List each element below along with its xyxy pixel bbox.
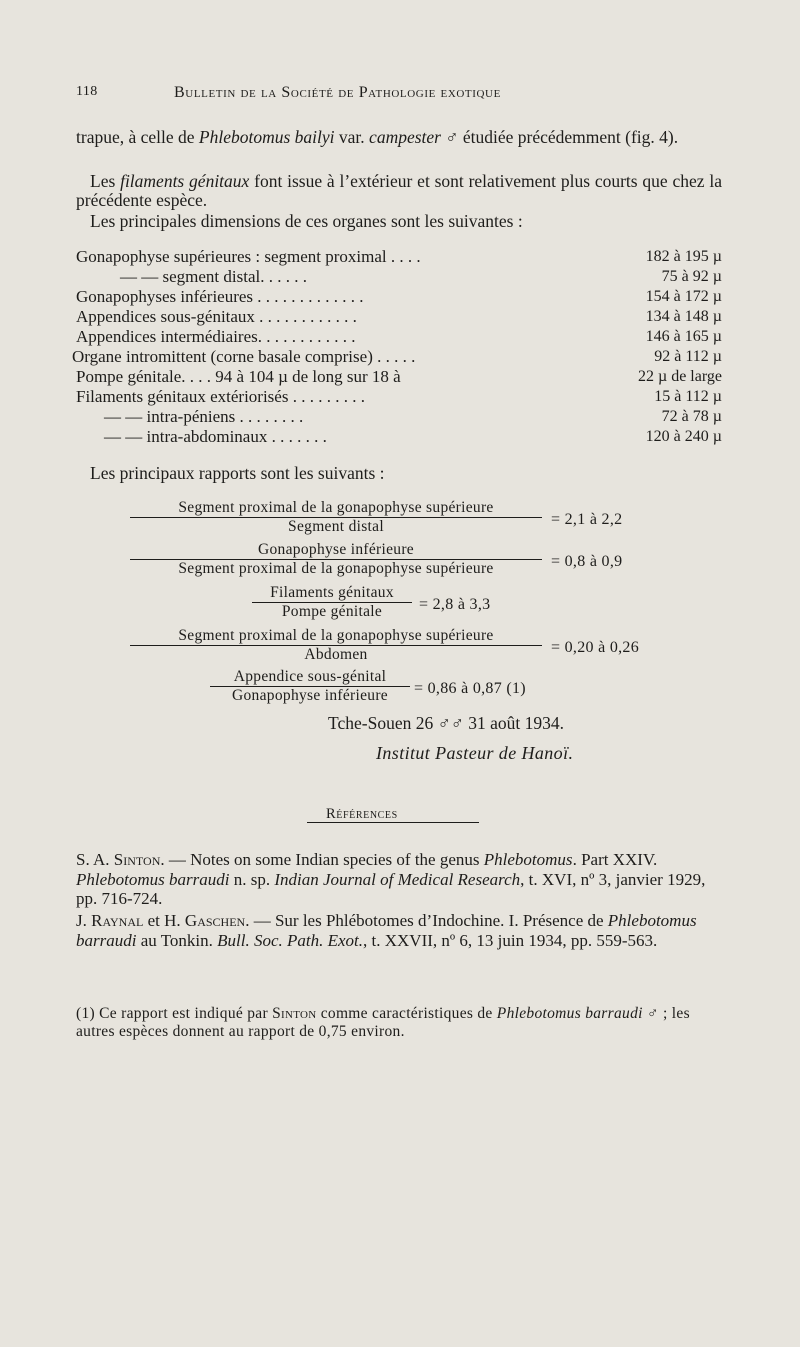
text: et: [143, 911, 165, 930]
dimension-row: [76, 307, 722, 326]
dimension-row: [76, 247, 722, 266]
text: ♂ étudiée précédemment (fig. 4).: [440, 127, 679, 147]
ratios-intro: Les principaux rapports sont les suivants :: [90, 463, 385, 483]
ratio-fraction: [130, 499, 542, 536]
reference-author: J. Raynal: [76, 911, 144, 930]
dimension-value: 75 à 92 µ: [661, 268, 722, 285]
reference-author: S. A. Sinton: [76, 850, 161, 869]
species-name: Phlebotomus bailyi: [198, 127, 335, 147]
ratio-value: = 0,8 à 0,9: [551, 553, 623, 570]
reference-item: [76, 850, 726, 909]
ratio-numerator: Appendice sous-génital: [233, 668, 387, 685]
footnote: [76, 1005, 724, 1041]
text: comme caractéristiques de: [316, 1005, 497, 1022]
dimension-value: 72 à 78 µ: [661, 408, 722, 425]
dimension-value: 15 à 112 µ: [654, 388, 722, 405]
text: Les: [90, 171, 121, 191]
text: trapue, à celle de: [76, 127, 199, 147]
intro-paragraph-1: [76, 128, 722, 147]
ratio-value: = 0,20 à 0,26: [551, 639, 640, 656]
emphasis: Phlebotomus barraudi: [76, 911, 697, 950]
journal-title: Indian Journal of Medical Research: [274, 869, 521, 889]
text: au Tonkin.: [136, 930, 218, 950]
dimension-label: — — segment distal. . . . . .: [120, 267, 307, 286]
references-heading: Références: [326, 806, 398, 822]
emphasis: filaments génitaux: [120, 171, 250, 191]
text: ♂ ; les autres espèces donnent au rapport de 0,75 environ.: [76, 1005, 690, 1040]
emphasis: Phlebotomus: [483, 850, 573, 869]
variety-name: campester: [369, 127, 441, 147]
dimension-row: [72, 347, 722, 366]
reference-author: H. Gaschen: [164, 911, 246, 930]
dimension-row: [120, 267, 722, 286]
ratio-numerator: Filaments génitaux: [270, 584, 394, 601]
running-title: Bulletin de la Société de Pathologie exotique: [174, 84, 501, 101]
footnote-author: Sinton: [272, 1005, 317, 1022]
text: var.: [334, 127, 370, 147]
reference-item: [76, 911, 726, 950]
page-number: 118: [76, 84, 98, 99]
dimension-value: 146 à 165 µ: [645, 328, 722, 345]
dimension-value: 134 à 148 µ: [645, 308, 722, 325]
ratio-value: = 2,1 à 2,2: [551, 511, 623, 528]
text: n. sp.: [229, 869, 275, 889]
ratio-fraction: [210, 668, 410, 705]
ratio-denominator: Pompe génitale: [281, 603, 383, 620]
dimension-row: [76, 327, 722, 346]
intro-paragraph-3: Les principales dimensions de ces organes sont les suivantes :: [90, 211, 523, 231]
dimension-label: Gonapophyses inférieures . . . . . . . . . . . . .: [76, 287, 364, 306]
intro-paragraph-2: [76, 172, 722, 210]
dimension-row: [76, 287, 722, 306]
ratio-value: = 2,8 à 3,3: [419, 596, 491, 613]
dimension-label: Organe intromittent (corne basale comprise) . . . . .: [72, 347, 416, 366]
text: . — Sur les Phlébotomes d’Indochine. I. Présence de: [245, 911, 608, 930]
text: , t. XXVII, nº 6, 13 juin 1934, pp. 559-563.: [363, 930, 658, 950]
dimension-value: 22 µ de large: [637, 368, 722, 385]
text: . — Notes on some Indian species of the genus: [160, 850, 484, 869]
dimension-value: 120 à 240 µ: [645, 428, 722, 445]
dimension-row: [76, 367, 722, 386]
institution: Institut Pasteur de Hanoï.: [376, 743, 574, 763]
ratio-denominator: Segment distal: [288, 518, 384, 535]
journal-title: Bull. Soc. Path. Exot.: [217, 930, 364, 950]
ratio-value: = 0,86 à 0,87 (1): [414, 680, 526, 697]
dimension-value: 92 à 112 µ: [654, 348, 722, 365]
ratio-denominator: Segment proximal de la gonapophyse supérieure: [178, 560, 494, 577]
ratio-numerator: Segment proximal de la gonapophyse supérieure: [178, 499, 494, 516]
dimension-label: Pompe génitale. . . . 94 à 104 µ de long sur 18 à: [76, 367, 401, 386]
location-date: Tche-Souen 26 ♂♂ 31 août 1934.: [328, 713, 564, 733]
emphasis: Phlebotomus barraudi: [76, 869, 230, 889]
ratio-fraction: [252, 584, 412, 621]
ratio-numerator: Gonapophyse inférieure: [258, 541, 414, 558]
dimension-value: 182 à 195 µ: [645, 248, 722, 265]
emphasis: Phlebotomus barraudi: [496, 1005, 643, 1022]
dimension-label: — — intra-péniens . . . . . . . .: [104, 407, 304, 426]
text: , t. XVI, nº 3, janvier 1929, pp. 716-724.: [76, 869, 706, 908]
closing-rule: [307, 822, 479, 823]
text: (1) Ce rapport est indiqué par: [76, 1005, 273, 1022]
ratio-fraction: [130, 627, 542, 664]
text: font issue à l’extérieur et sont relativement plus courts que chez la précédente espèce.: [76, 171, 722, 210]
dimension-row: [76, 387, 722, 406]
dimension-row: [104, 427, 722, 446]
ratio-denominator: Gonapophyse inférieure: [232, 687, 388, 704]
ratio-fraction: [130, 541, 542, 578]
ratio-numerator: Segment proximal de la gonapophyse supérieure: [178, 627, 494, 644]
dimension-label: Gonapophyse supérieures : segment proximal . . . .: [76, 247, 421, 266]
dimension-row: [104, 407, 722, 426]
dimension-label: — — intra-abdominaux . . . . . . .: [104, 427, 327, 446]
dimension-label: Filaments génitaux extériorisés . . . . . . . . .: [76, 387, 365, 406]
dimension-label: Appendices sous-génitaux . . . . . . . . . . . .: [76, 307, 357, 326]
ratio-denominator: Abdomen: [304, 646, 368, 663]
text: . Part XXIV.: [572, 850, 658, 869]
dimension-label: Appendices intermédiaires. . . . . . . . . . . .: [76, 327, 356, 346]
dimension-value: 154 à 172 µ: [645, 288, 722, 305]
